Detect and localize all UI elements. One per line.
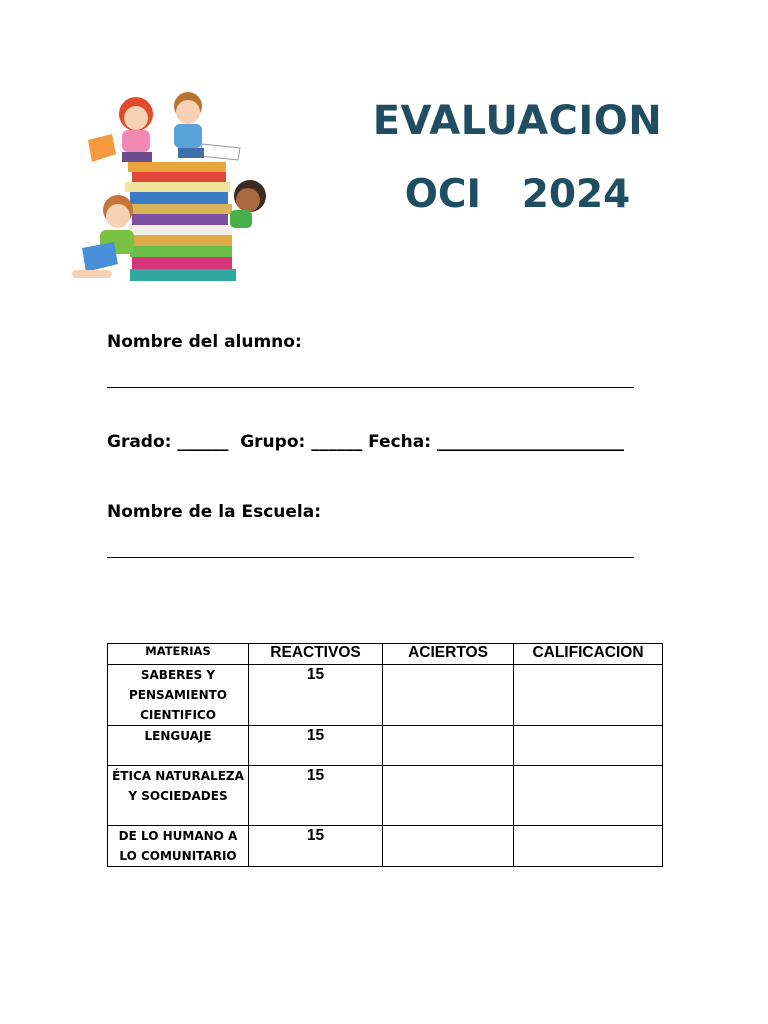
table-row <box>108 726 663 766</box>
grades-table <box>107 643 663 867</box>
grade-cell[interactable] <box>514 726 663 766</box>
items-cell: 15 <box>249 826 383 867</box>
header-materias: MATERIAS <box>108 644 249 665</box>
grade-cell[interactable] <box>514 826 663 867</box>
children-reading-illustration <box>70 92 280 287</box>
items-cell: 15 <box>249 726 383 766</box>
header-reactivos: REACTIVOS <box>249 644 383 665</box>
correct-cell[interactable] <box>383 726 514 766</box>
document-title: EVALUACION <box>372 98 663 144</box>
document-subtitle: OCI 2024 <box>404 172 631 217</box>
table-row <box>108 665 663 726</box>
header-calificacion: CALIFICACION <box>514 644 663 665</box>
table-row <box>108 766 663 826</box>
items-cell: 15 <box>249 665 383 726</box>
student-name-line[interactable] <box>107 387 634 388</box>
student-name-label: Nombre del alumno: <box>107 332 302 352</box>
grade-group-date-line[interactable]: Grado: ______ Grupo: ______ Fecha: ______________________ <box>107 432 624 452</box>
subject-cell: DE LO HUMANO A LO COMUNITARIO <box>108 826 249 867</box>
subject-cell: LENGUAJE <box>108 726 249 766</box>
subject-cell: SABERES Y PENSAMIENTO CIENTIFICO <box>108 665 249 726</box>
items-cell: 15 <box>249 766 383 826</box>
correct-cell[interactable] <box>383 826 514 867</box>
school-name-label: Nombre de la Escuela: <box>107 502 321 522</box>
correct-cell[interactable] <box>383 665 514 726</box>
table-header-row <box>108 644 663 665</box>
grade-cell[interactable] <box>514 665 663 726</box>
header-aciertos: ACIERTOS <box>383 644 514 665</box>
table-row <box>108 826 663 867</box>
subject-cell: ÉTICA NATURALEZA Y SOCIEDADES <box>108 766 249 826</box>
school-name-line[interactable] <box>107 557 634 558</box>
correct-cell[interactable] <box>383 766 514 826</box>
grade-cell[interactable] <box>514 766 663 826</box>
